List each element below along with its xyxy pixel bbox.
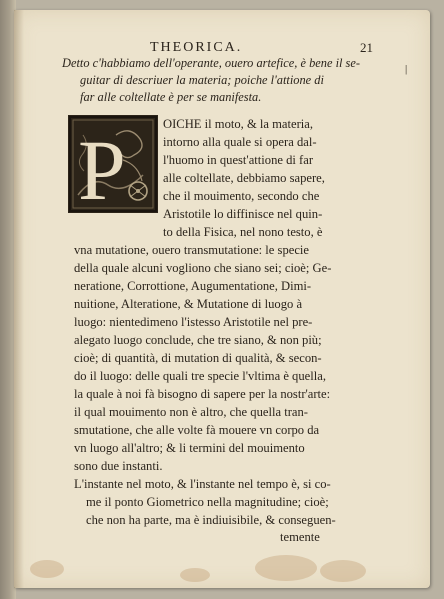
text-line: to della Fisica, nel nono testo, è (163, 225, 323, 239)
text-line: temente (280, 530, 320, 544)
text-line: vn luogo all'altro; & li termini del mouimento (74, 441, 305, 455)
text-line: sono due instanti. (74, 459, 163, 473)
text-line: nuitione, Alteratione, & Mutatione di luogo à (74, 297, 303, 311)
text-line: l'huomo in quest'attione di far (163, 153, 314, 167)
text-line: alegato luogo conclude, che tre siano, & non più; (74, 333, 322, 347)
text-line: L'instante nel moto, & l'instante nel tempo è, si co- (74, 477, 331, 491)
page-gutter-shadow (14, 10, 24, 588)
text-line: neratione, Corrottione, Augumentatione, Dimi- (74, 279, 312, 293)
text-line: intorno alla quale si opera dal- (163, 135, 317, 149)
text-line: OICHE il moto, & la materia, (163, 117, 314, 131)
foxing-stain (320, 560, 366, 582)
text-line: me il ponto Giometrico nella magnitudine; cioè; (86, 495, 329, 509)
text-line: che non ha parte, ma è indiuisibile, & conseguen- (86, 513, 336, 527)
text-line: la quale à noi fà bisogno di sapere per la nostr'arte: (74, 387, 331, 401)
text-line: Aristotile lo diffinisce nel quin- (163, 207, 323, 221)
intro-line: guitar di descriuer la materia; poiche l'attione di (80, 73, 324, 87)
text-line: do il luogo: delle quali tre specie l'vltima è quella, (74, 369, 326, 383)
text-line: che il mouimento, secondo che (163, 189, 320, 203)
text-line: della quale alcuni vogliono che siano sei; cioè; Ge- (74, 261, 332, 275)
text-line: cioè; di quantità, di mutation di qualità, & secon- (74, 351, 322, 365)
margin-mark: | (405, 63, 408, 75)
decorated-initial (68, 115, 158, 213)
initial-letter: P (78, 122, 126, 213)
decorated-initial-art (68, 115, 158, 213)
text-line: alle coltellate, debbiamo sapere, (163, 171, 325, 185)
chapter-intro (62, 55, 404, 106)
page-number: 21 (360, 40, 373, 55)
foxing-stain (255, 555, 317, 581)
running-head: THEORICA. (150, 40, 243, 55)
text-line: vna mutatione, ouero transmutatione: le specie (74, 243, 310, 257)
foxing-stain (30, 560, 64, 578)
intro-line: far alle coltellate è per se manifesta. (80, 90, 262, 104)
foxing-stain (180, 568, 210, 582)
intro-line: Detto c'habbiamo dell'operante, ouero artefice, è bene il se- (62, 56, 361, 70)
text-line: smutatione, che alle volte fà mouere vn corpo da (74, 423, 320, 437)
text-line: il qual mouimento non è altro, che quella tran- (74, 405, 308, 419)
text-line: luogo: nientedimeno l'istesso Aristotile nel pre- (74, 315, 313, 329)
